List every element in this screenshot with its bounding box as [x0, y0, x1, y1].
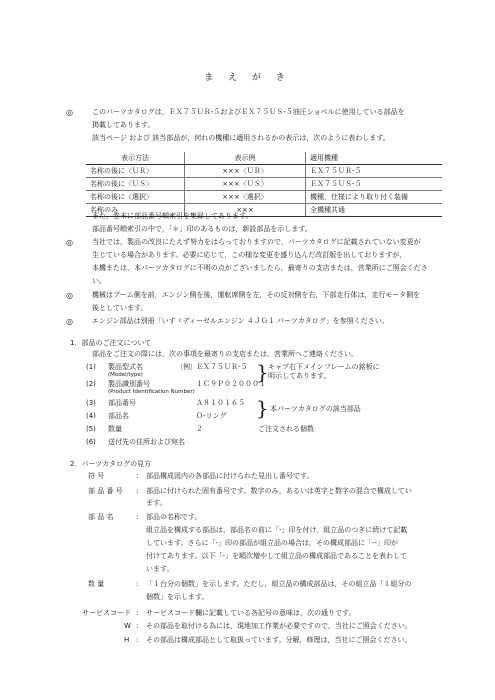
intro-text: また，巻末に部品番号順索引を集録してあります。 [92, 212, 253, 220]
bullet-mark: ◎ [66, 291, 73, 300]
order-item-num: (5) [86, 425, 96, 433]
catalog-text: 組立品を構成する部品は，部品名の前に「-」印を付け，組立品のつぎに続けて記載 [146, 526, 408, 534]
table-header: 適用機種 [306, 152, 443, 165]
order-item-value: Ｏ-リング [196, 412, 227, 420]
table-cell: ××× [185, 204, 306, 217]
catalog-text: います。 [146, 565, 174, 573]
intro-text: 本機または，本パーツカタログに不明の点がございましたら，最寄りの支店または，営業所にご照会くださ [92, 264, 428, 272]
catalog-text: 「１台分の個数」を示します。ただし，組立品の構成部品は，その組立品「１組分の [146, 580, 412, 588]
table-row [86, 191, 442, 204]
intro-text: 生じている場合があります。必要に応じて，この様な変更を盛り込んだ改訂版を出しておりますが， [92, 251, 407, 259]
order-item-num: (2) [86, 380, 96, 388]
order-item-num: (1) [86, 363, 96, 371]
catalog-text: その部品を取付ける為には，現地加工作業が必要ですので，当社にご照会ください。 [146, 622, 412, 630]
table-cell: 名称のみ [86, 204, 185, 217]
brace-mark: } [256, 360, 269, 384]
intro-text: い。 [92, 277, 106, 285]
order-note: ご注文される個数 [258, 425, 314, 433]
intro-text: 当社では，製品の改良にたえず努力をはらっておりますので，パーツカタログに記載されていない変更が [92, 238, 421, 246]
bullet-mark: ◎ [66, 108, 73, 117]
intro-text: このパーツカタログは，ＥＸ７５ＵＲ-５およびＥＸ７５ＵＳ-５油圧ショベルに使用している部品を [92, 108, 405, 116]
catalog-text: 個数」を示します。 [146, 593, 209, 601]
order-item-value: ＥＸ７５ＵＲ-５ [196, 363, 248, 371]
table-header: 表示方法 [86, 152, 185, 165]
page-title: ま え が き [204, 73, 291, 83]
table-cell: 名称の後に〈選択〉 [86, 191, 185, 204]
catalog-colon: : [136, 580, 139, 588]
section-heading: 2．パーツカタログの見方 [70, 460, 152, 468]
intro-text: 掲載してあります。 [92, 121, 155, 129]
catalog-text: その部品は構成部品として取扱っています。分解，修理は，当社にご照会ください。 [146, 636, 412, 644]
catalog-key: 符 号 [88, 472, 105, 480]
catalog-text: 部品に付けられた固有番号です。数字のみ，あるいは英字と数字の混合で構成してい [146, 487, 412, 495]
order-item-value: ２ [196, 425, 203, 433]
table-cell: 全機種共通 [306, 204, 443, 217]
table-cell: ×××〈選択〉 [185, 191, 306, 204]
catalog-colon: : [136, 622, 139, 630]
catalog-text: 付けてあります。以下「-」を順次増やして組立品の構成部品であることを表わして [146, 552, 407, 560]
table-cell: ＥＸ７５ＵＲ-５ [306, 165, 443, 178]
order-note: キャブ右下メインフレームの銘板に 明示してあります。 [268, 363, 380, 380]
catalog-colon: : [136, 487, 139, 495]
brace-mark: } [256, 396, 269, 420]
table-cell: ×××〈ＵＲ〉 [185, 165, 306, 178]
catalog-text: しています。さらに「-」印の部品が組立品の場合は，その構成部品に「--」印が [146, 539, 399, 547]
catalog-key: H [124, 636, 130, 644]
intro-text: 機械はブーム側を前，エンジン側を後，運転席側を左，その反対側を右，下部走行体は，走行モータ側を [92, 291, 421, 299]
order-item-num: (3) [86, 399, 96, 407]
bullet-mark: ◎ [66, 238, 73, 247]
order-note: 本パーツカタログの該当部品 [270, 405, 361, 413]
table-cell: 名称の後に〈ＵＳ〉 [86, 178, 185, 191]
order-item-label: 部品番号 [108, 399, 136, 407]
order-item-label: 製品識別番号 [108, 380, 150, 388]
order-item-value: Ａ８１０１６５ [196, 399, 245, 407]
catalog-key: W [124, 622, 131, 630]
catalog-text: ます。 [146, 499, 167, 507]
intro-text: 後としています。 [92, 304, 148, 312]
catalog-key: 数 量 [88, 580, 105, 588]
example-label: 〔例〕 [176, 363, 197, 371]
bullet-mark: ◎ [66, 317, 73, 326]
catalog-text: 部品構成図内の各部品に付けられた見出し番号です。 [146, 472, 314, 480]
intro-text: 該当ページ および 該当部品が，何れの機種に適用されるかの表示は，次のように表わします。 [92, 134, 390, 142]
section-heading: 1．部品のご注文について [70, 339, 152, 347]
order-item-label-en: (Product Identification Number) [108, 389, 195, 395]
catalog-colon: : [136, 513, 139, 521]
catalog-colon: : [136, 472, 139, 480]
order-item-num: (6) [86, 438, 96, 446]
order-item-label: 送付先の住所および宛名 [108, 438, 185, 446]
catalog-colon: : [136, 636, 139, 644]
order-item-label: 数量 [108, 425, 122, 433]
table-row [86, 165, 442, 178]
order-item-label: 部品名 [108, 412, 129, 420]
table-cell: 名称の後に〈ＵＲ〉 [86, 165, 185, 178]
catalog-text: サービスコード欄に記載している各記号の意味は，次の通りです。 [146, 609, 356, 617]
order-item-label: 製品型式名 [108, 363, 143, 371]
table-row [86, 178, 442, 191]
table-cell: 機種，仕様により取り付く装備 [306, 191, 443, 204]
catalog-key: 部 品 番 号 [88, 487, 123, 495]
order-lead: 部品をご注文の際には，次の事項を最寄りの支店または，営業所へご連絡ください。 [92, 350, 358, 358]
table-header: 表示例 [185, 152, 306, 165]
table-header-row [86, 152, 442, 165]
catalog-text: 部品の名称です。 [146, 513, 202, 521]
catalog-key: サービスコード [82, 609, 131, 617]
order-item-label-en: (Model/type) [108, 372, 143, 378]
intro-text: エンジン部品は別冊「いすゞディーゼルエンジン ４ＪＧ１ パーツカタログ」を参照ください。 [92, 317, 389, 325]
order-item-num: (4) [86, 412, 96, 420]
catalog-key: 部 品 名 [88, 513, 114, 521]
order-item-value: １Ｃ９Ｐ０２０００１ [196, 380, 266, 388]
table-cell: ＥＸ７５ＵＳ-５ [306, 178, 443, 191]
table-cell: ×××〈ＵＳ〉 [185, 178, 306, 191]
intro-text: 部品番号順索引の中で，「＊」印のあるものは，新設部品を示します。 [92, 225, 312, 233]
catalog-colon: : [136, 609, 139, 617]
applicability-table [86, 152, 442, 217]
